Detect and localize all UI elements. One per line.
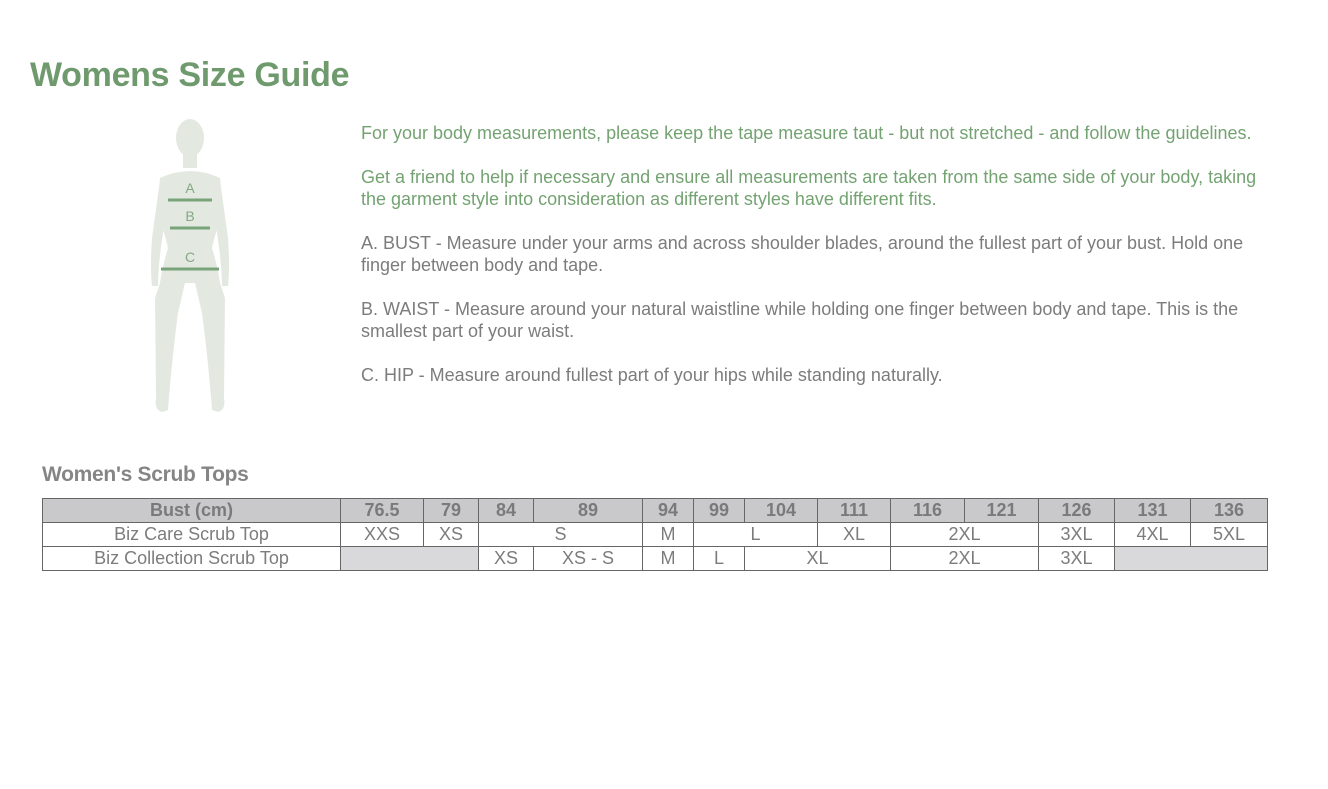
intro-paragraph: For your body measurements, please keep the tape measure taut - but not stretched - and follow the guidelines. [361, 123, 1252, 143]
header-cell: 104 [745, 499, 818, 523]
bust-marker-label: A [185, 180, 195, 196]
size-cell: S [479, 523, 643, 547]
size-cell: 3XL [1039, 523, 1115, 547]
size-cell: 3XL [1039, 547, 1115, 571]
bust-instruction: A. BUST - Measure under your arms and across shoulder blades, around the fullest part of your bust. Hold one finger between body and tape. [361, 233, 1244, 275]
header-cell: Bust (cm) [43, 499, 341, 523]
size-cell: XL [745, 547, 891, 571]
size-cell: XS [424, 523, 479, 547]
header-cell: 84 [479, 499, 534, 523]
section-title: Women's Scrub Tops [42, 463, 249, 486]
size-cell: M [643, 547, 694, 571]
size-cell: 2XL [891, 547, 1039, 571]
row-label: Biz Care Scrub Top [43, 523, 341, 547]
body-silhouette-figure [130, 118, 250, 418]
size-chart-table [42, 498, 1268, 571]
friend-paragraph: Get a friend to help if necessary and ensure all measurements are taken from the same side of your body, taking the garment style into consideration as different styles have different fits. [361, 167, 1257, 209]
table-header-row [43, 499, 1268, 523]
size-cell: XS [479, 547, 534, 571]
header-cell: 89 [534, 499, 643, 523]
header-cell: 136 [1191, 499, 1268, 523]
header-cell: 111 [818, 499, 891, 523]
header-cell: 131 [1115, 499, 1191, 523]
table-row-biz-collection [43, 547, 1268, 571]
size-cell: M [643, 523, 694, 547]
row-label: Biz Collection Scrub Top [43, 547, 341, 571]
page-title: Womens Size Guide [30, 56, 350, 94]
header-cell: 94 [643, 499, 694, 523]
table-row-biz-care [43, 523, 1268, 547]
empty-cell [1115, 547, 1268, 571]
size-cell: 4XL [1115, 523, 1191, 547]
size-cell: XL [818, 523, 891, 547]
header-cell: 76.5 [341, 499, 424, 523]
empty-cell [341, 547, 479, 571]
waist-instruction: B. WAIST - Measure around your natural waistline while holding one finger between body and tape. This is the smallest part of your waist. [361, 299, 1239, 341]
measurement-instructions [361, 122, 1281, 408]
header-cell: 126 [1039, 499, 1115, 523]
size-cell: L [694, 547, 745, 571]
size-cell: XXS [341, 523, 424, 547]
header-cell: 116 [891, 499, 965, 523]
hip-marker-label: C [184, 249, 196, 265]
hip-instruction: C. HIP - Measure around fullest part of your hips while standing naturally. [361, 365, 943, 385]
size-cell: L [694, 523, 818, 547]
size-cell: XS - S [534, 547, 643, 571]
header-cell: 79 [424, 499, 479, 523]
header-cell: 121 [965, 499, 1039, 523]
size-cell: 2XL [891, 523, 1039, 547]
waist-marker-label: B [185, 208, 195, 224]
header-cell: 99 [694, 499, 745, 523]
size-cell: 5XL [1191, 523, 1268, 547]
